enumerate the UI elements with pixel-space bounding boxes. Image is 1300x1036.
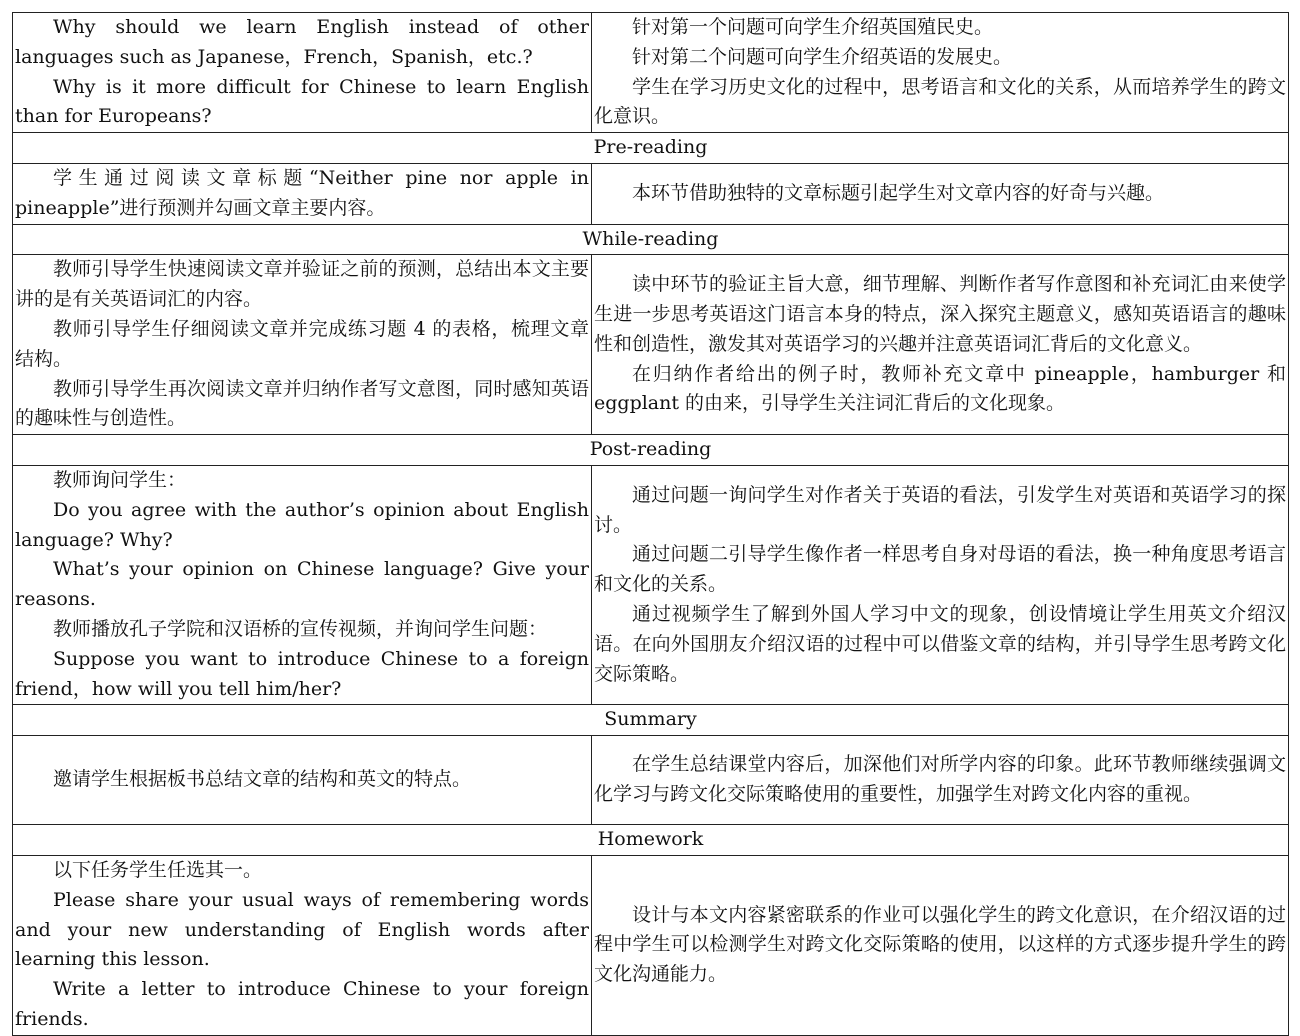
stage-title-pre-reading: Pre-reading xyxy=(13,133,1289,164)
while-reading-activity-2: 教师引导学生仔细阅读文章并完成练习题 4 的表格，梳理文章结构。 xyxy=(15,317,589,370)
post-reading-purpose-1: 通过问题一询问学生对作者关于英语的看法，引发学生对英语和英语学习的探讨。 xyxy=(594,483,1286,536)
stage-header-pre-reading xyxy=(13,133,1289,164)
homework-activity-2: Please share your usual ways of remembering words and your new understanding of English words after learning this lesson. xyxy=(15,888,589,971)
stage-title-post-reading: Post-reading xyxy=(13,435,1289,466)
intro-activity-2: Why is it more difficult for Chinese to learn English than for Europeans? xyxy=(15,75,589,128)
stage-title-summary: Summary xyxy=(13,705,1289,736)
stage-title-homework: Homework xyxy=(13,825,1289,856)
while-reading-activity-1: 教师引导学生快速阅读文章并验证之前的预测，总结出本文主要讲的是有关英语词汇的内容。 xyxy=(15,258,589,311)
intro-activities-cell xyxy=(13,13,592,133)
pre-reading-purpose-1: 本环节借助独特的文章标题引起学生对文章内容的好奇与兴趣。 xyxy=(632,181,1165,204)
pre-reading-purpose-cell xyxy=(592,163,1289,224)
while-reading-row xyxy=(13,255,1289,435)
summary-activity-1: 邀请学生根据板书总结文章的结构和英文的特点。 xyxy=(53,768,472,791)
post-reading-activities-cell xyxy=(13,465,592,704)
summary-row xyxy=(13,736,1289,825)
pre-reading-activities-cell xyxy=(13,163,592,224)
intro-purpose-cell xyxy=(592,13,1289,133)
post-reading-activity-5: Suppose you want to introduce Chinese to a foreign friend，how will you tell him/her? xyxy=(15,647,589,700)
post-reading-activity-3: What’s your opinion on Chinese language? Give your reasons. xyxy=(15,558,589,611)
while-reading-purpose-cell xyxy=(592,255,1289,435)
post-reading-row xyxy=(13,465,1289,704)
intro-activity-1: Why should we learn English instead of other languages such as Japanese，French，Spanish，etc.? xyxy=(15,16,589,68)
intro-row xyxy=(13,13,1289,133)
post-reading-purpose-2: 通过问题二引导学生像作者一样思考自身对母语的看法，换一种角度思考语言和文化的关系。 xyxy=(594,543,1286,596)
homework-row xyxy=(13,855,1289,1035)
post-reading-activity-4: 教师播放孔子学院和汉语桥的宣传视频，并询问学生问题： xyxy=(53,617,548,640)
while-reading-purpose-1: 读中环节的验证主旨大意，细节理解、判断作者写作意图和补充词汇由来使学生进一步思考英语这门语言本身的特点，深入探究主题意义，感知英语语言的趣味性和创造性，激发其对英语学习的兴趣并注意英语词汇背后的文化意义。 xyxy=(594,273,1286,355)
summary-purpose-cell xyxy=(592,736,1289,825)
stage-header-while-reading xyxy=(13,224,1289,255)
pre-reading-row xyxy=(13,163,1289,224)
stage-title-while-reading: While-reading xyxy=(13,224,1289,255)
stage-header-homework xyxy=(13,825,1289,856)
lesson-plan-table xyxy=(12,12,1289,1036)
homework-activity-3: Write a letter to introduce Chinese to your foreign friends. xyxy=(15,978,589,1030)
while-reading-activity-3: 教师引导学生再次阅读文章并归纳作者写文意图，同时感知英语的趣味性与创造性。 xyxy=(15,377,589,430)
homework-purpose-1: 设计与本文内容紧密联系的作业可以强化学生的跨文化意识，在介绍汉语的过程中学生可以检测学生对跨文化交际策略的使用，以这样的方式逐步提升学生的跨文化沟通能力。 xyxy=(594,903,1286,986)
intro-purpose-1: 针对第一个问题可向学生介绍英国殖民史。 xyxy=(632,16,994,38)
while-reading-activities-cell xyxy=(13,255,592,435)
pre-reading-activity-1: 学生通过阅读文章标题“Neither pine nor apple in pineapple”进行预测并勾画文章主要内容。 xyxy=(15,166,589,219)
summary-purpose-1: 在学生总结课堂内容后，加深他们对所学内容的印象。此环节教师继续强调文化学习与跨文化交际策略使用的重要性，加强学生对跨文化内容的重视。 xyxy=(594,753,1286,806)
homework-purpose-cell xyxy=(592,855,1289,1035)
while-reading-purpose-2: 在归纳作者给出的例子时，教师补充文章中 pineapple，hamburger 和 eggplant 的由来，引导学生关注词汇背后的文化现象。 xyxy=(594,362,1286,415)
intro-purpose-3: 学生在学习历史文化的过程中，思考语言和文化的关系，从而培养学生的跨文化意识。 xyxy=(594,75,1286,128)
post-reading-purpose-cell xyxy=(592,465,1289,704)
summary-activities-cell xyxy=(13,736,592,825)
homework-activities-cell xyxy=(13,855,592,1035)
stage-header-summary xyxy=(13,705,1289,736)
homework-activity-1: 以下任务学生任选其一。 xyxy=(53,858,263,881)
intro-purpose-2: 针对第二个问题可向学生介绍英语的发展史。 xyxy=(632,45,1013,68)
post-reading-activity-2: Do you agree with the author’s opinion about English language? Why? xyxy=(15,498,589,551)
post-reading-activity-1: 教师询问学生： xyxy=(53,468,187,491)
lesson-plan-document xyxy=(12,12,1284,1036)
stage-header-post-reading xyxy=(13,435,1289,466)
post-reading-purpose-3: 通过视频学生了解到外国人学习中文的现象，创设情境让学生用英文介绍汉语。在向外国朋友介绍汉语的过程中可以借鉴文章的结构，并引导学生思考跨文化交际策略。 xyxy=(594,603,1286,685)
